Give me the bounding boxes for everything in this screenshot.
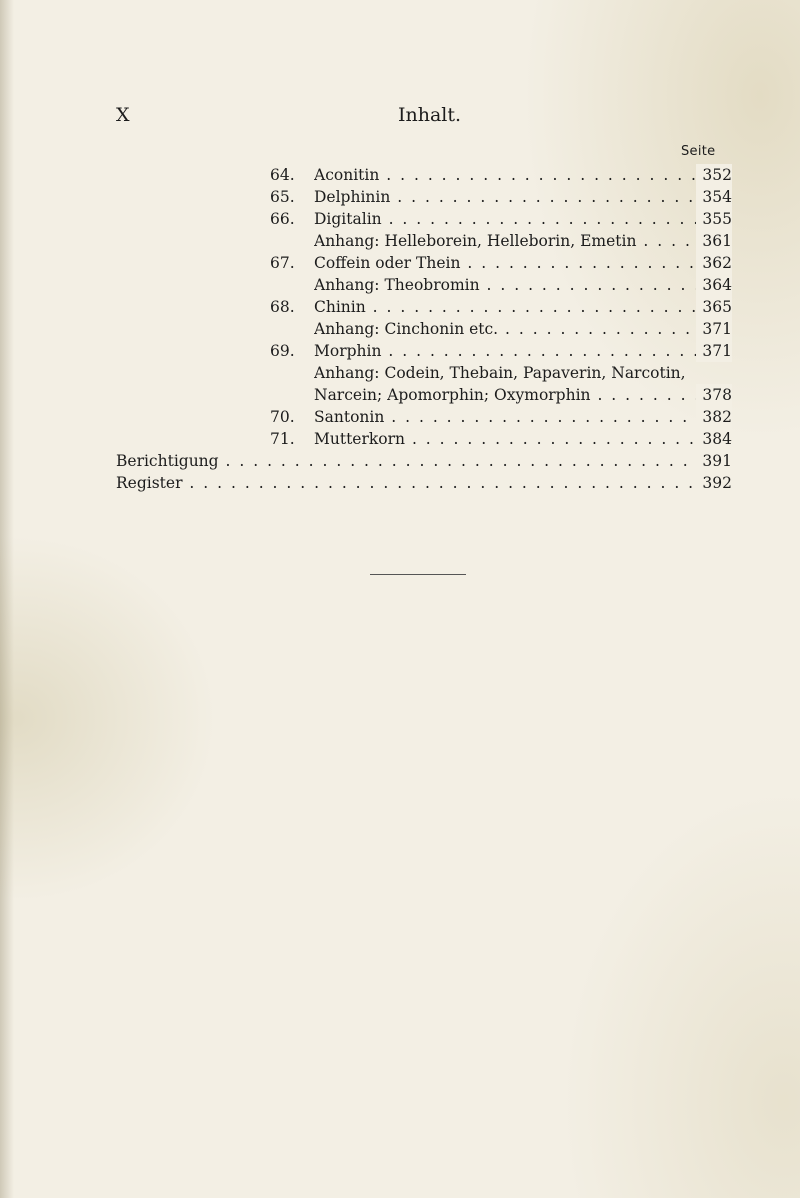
toc-entry-number: 66. xyxy=(270,210,295,228)
toc-entry-page: 378 xyxy=(696,384,732,406)
toc-entry-title: Delphinin . . . xyxy=(314,186,706,208)
toc-entry-page: 364 xyxy=(696,274,732,296)
page-number: X xyxy=(116,104,131,126)
toc-entry-page: 361 xyxy=(696,230,732,252)
toc-entry-title: Mutterkorn . . . xyxy=(314,428,706,450)
toc-entry-number: 65. xyxy=(270,188,295,206)
toc-entry-page: 362 xyxy=(696,252,732,274)
toc-entry-page: 355 xyxy=(696,208,732,230)
toc-entry-title: Chinin . . . xyxy=(314,296,706,318)
toc-entry-number: 67. xyxy=(270,254,295,272)
page-column-label: Seite xyxy=(681,144,716,159)
running-title: Inhalt. xyxy=(398,104,462,126)
toc-entry-number: 71. xyxy=(270,430,295,448)
toc-entry-page: 391 xyxy=(696,450,732,472)
toc-entry-page: 371 xyxy=(696,318,732,340)
toc-entry-page: 384 xyxy=(696,428,732,450)
running-header xyxy=(0,104,800,134)
toc-entry-number: 69. xyxy=(270,342,295,360)
toc-entry-number: 68. xyxy=(270,298,295,316)
toc-entry-page: 371 xyxy=(696,340,732,362)
toc-entry-number: 70. xyxy=(270,408,295,426)
toc-entry-page: 382 xyxy=(696,406,732,428)
toc-entry-number: 64. xyxy=(270,166,295,184)
toc-entry-title: Santonin . . . xyxy=(314,406,706,428)
toc-entry-title: Anhang: Codein, Thebain, Papaverin, Narcotin, xyxy=(314,364,686,382)
toc-entry-page: 392 xyxy=(696,472,732,494)
toc-entry-title: Aconitin . . . xyxy=(314,164,706,186)
toc-entry-title: Morphin . . . xyxy=(314,340,706,362)
toc-entry-title: Anhang: Helleborein, Helleborin, Emetin . . . xyxy=(314,230,706,252)
toc-entry-title: Register . . . xyxy=(116,472,706,494)
toc-entry-page: 365 xyxy=(696,296,732,318)
toc-entry-page: 354 xyxy=(696,186,732,208)
toc-entry-title: Anhang: Theobromin . . . xyxy=(314,274,706,296)
page-gutter-shadow xyxy=(0,0,14,1198)
toc-entry-title: Berichtigung . . . xyxy=(116,450,706,472)
closing-rule xyxy=(370,574,466,575)
toc-entry-title: Coffein oder Thein . . . xyxy=(314,252,706,274)
toc-entry-title: Narcein; Apomorphin; Oxymorphin . . . xyxy=(314,384,706,406)
toc-entry-page: 352 xyxy=(696,164,732,186)
toc-entry-title: Digitalin . . . xyxy=(314,208,706,230)
toc-entry-title: Anhang: Cinchonin etc. . . . xyxy=(314,318,706,340)
